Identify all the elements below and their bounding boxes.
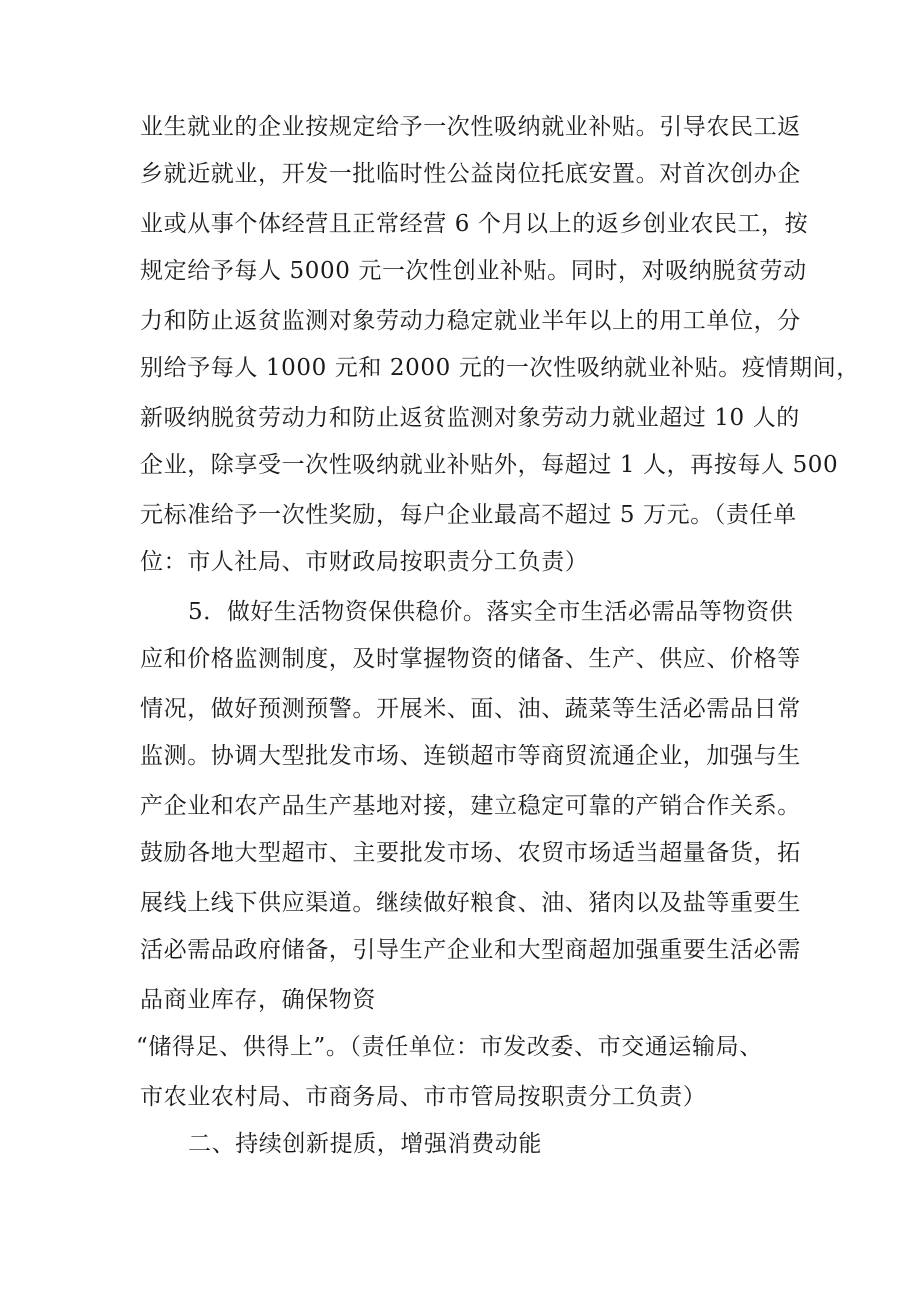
paragraph-line: 别给予每人 1000 元和 2000 元的一次性吸纳就业补贴。疫情期间， <box>140 355 860 381</box>
paragraph-line: 监测。协调大型批发市场、连锁超市等商贸流通企业，加强与生 <box>140 743 801 769</box>
paragraph-line: 情况，做好预测预警。开展米、面、油、蔬菜等生活必需品日常 <box>140 696 801 722</box>
section-item-heading: 5．做好生活物资保供稳价。落实全市生活必需品等物资供 <box>188 599 794 625</box>
paragraph-line: 鼓励各地大型超市、主要批发市场、农贸市场适当超量备货，拓 <box>140 840 801 866</box>
paragraph-line: 活必需品政府储备，引导生产企业和大型商超加强重要生活必需 <box>140 937 801 963</box>
paragraph-line: 市农业农村局、市商务局、市市管局按职责分工负责） <box>140 1084 707 1110</box>
paragraph-line: 元标准给予一次性奖励，每户企业最高不超过 5 万元。（责任单 <box>140 502 797 528</box>
paragraph-line: 展线上线下供应渠道。继续做好粮食、油、猪肉以及盐等重要生 <box>140 890 801 916</box>
section-heading: 二、持续创新提质，增强消费动能 <box>188 1131 542 1157</box>
paragraph-line: 新吸纳脱贫劳动力和防止返贫监测对象劳动力就业超过 10 人的 <box>140 405 800 431</box>
paragraph-line: 规定给予每人 5000 元一次性创业补贴。同时，对吸纳脱贫劳动 <box>140 258 807 284</box>
paragraph-line: 位：市人社局、市财政局按职责分工负责） <box>140 549 589 575</box>
paragraph-line: 企业，除享受一次性吸纳就业补贴外，每超过 1 人，再按每人 500 <box>140 452 839 478</box>
paragraph-line: 应和价格监测制度，及时掌握物资的储备、生产、供应、价格等 <box>140 646 801 672</box>
paragraph-line: “储得足、供得上”。（责任单位：市发改委、市交通运输局、 <box>136 1034 763 1060</box>
paragraph-line: 乡就近就业，开发一批临时性公益岗位托底安置。对首次创办企 <box>140 161 801 187</box>
paragraph-line: 业生就业的企业按规定给予一次性吸纳就业补贴。引导农民工返 <box>140 114 801 140</box>
paragraph-line: 产企业和农产品生产基地对接，建立稳定可靠的产销合作关系。 <box>140 793 801 819</box>
paragraph-line: 品商业库存，确保物资 <box>140 987 376 1013</box>
paragraph-line: 业或从事个体经营且正常经营 6 个月以上的返乡创业农民工，按 <box>140 211 809 237</box>
paragraph-line: 力和防止返贫监测对象劳动力稳定就业半年以上的用工单位，分 <box>140 308 801 334</box>
